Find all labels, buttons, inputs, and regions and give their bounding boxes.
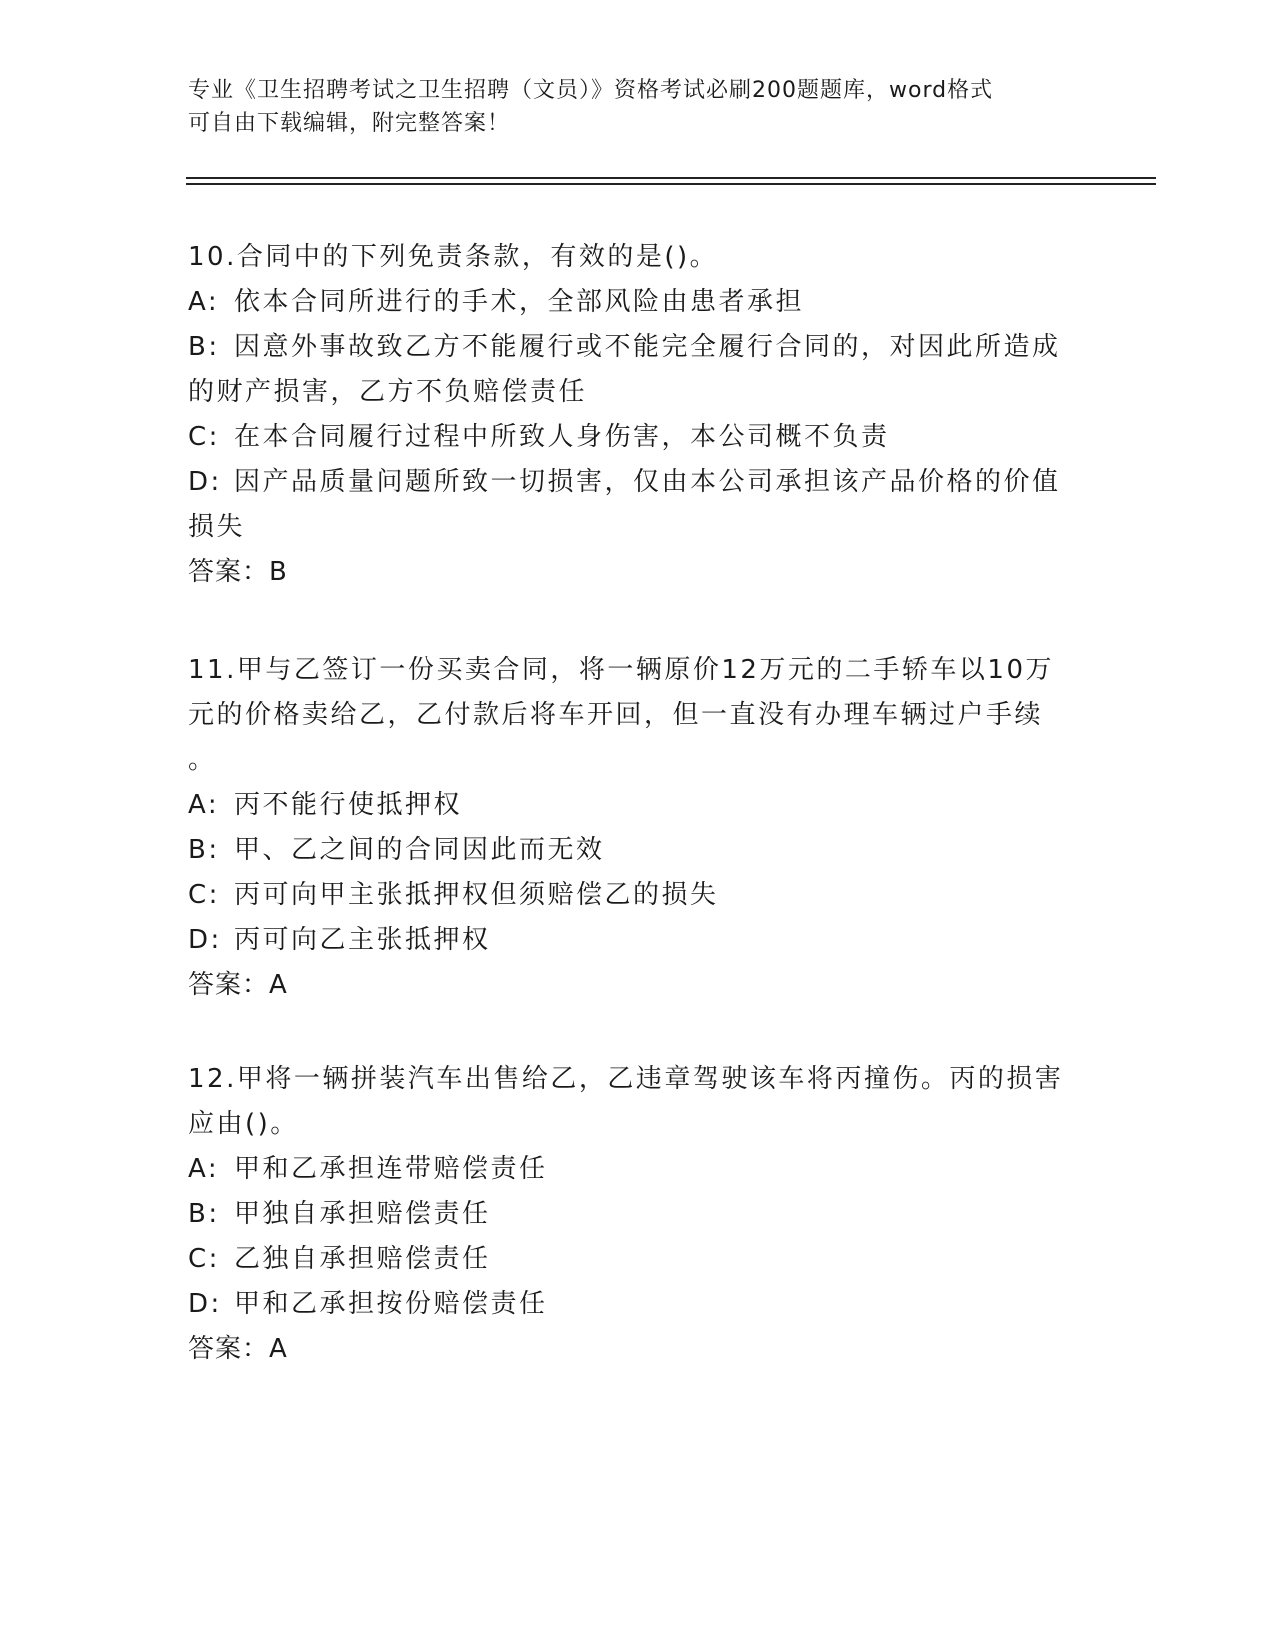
option-text: 甲独自承担赔偿责任 (234, 1199, 491, 1229)
option-key: D: (188, 467, 222, 497)
answer-label: 答案：A (188, 970, 288, 1000)
option-key: A: (188, 790, 220, 820)
option-c (188, 415, 1088, 460)
option-d (188, 1282, 1088, 1327)
option-b (188, 325, 1088, 415)
question-stem-continued: 应由()。 (188, 1109, 299, 1139)
option-d (188, 460, 1088, 550)
option-text: 在本合同履行过程中所致人身伤害，本公司概不负责 (234, 422, 890, 452)
option-key: B: (188, 835, 220, 865)
option-key: D: (188, 1289, 222, 1319)
option-a (188, 1147, 1088, 1192)
answer-label: 答案：A (188, 1334, 288, 1364)
header-divider-bottom (186, 183, 1156, 185)
option-text: 甲和乙承担按份赔偿责任 (234, 1289, 548, 1319)
option-c (188, 1237, 1088, 1282)
question-stem: 12.甲将一辆拼装汽车出售给乙，乙违章驾驶该车将丙撞伤。丙的损害 (188, 1064, 1064, 1094)
option-key: B: (188, 332, 220, 362)
header-title-line-2: 可自由下载编辑，附完整答案！ (188, 111, 511, 136)
option-key: C: (188, 422, 220, 452)
option-text-continued: 损失 (188, 512, 246, 542)
option-d (188, 918, 1088, 963)
answer-label: 答案：B (188, 557, 288, 587)
question-10 (188, 235, 1088, 595)
option-text: 丙可向乙主张抵押权 (234, 925, 491, 955)
option-key: D: (188, 925, 222, 955)
option-a (188, 783, 1088, 828)
option-b (188, 828, 1088, 873)
option-b (188, 1192, 1088, 1237)
option-key: C: (188, 880, 220, 910)
option-text: 甲和乙承担连带赔偿责任 (234, 1154, 548, 1184)
option-text: 丙可向甲主张抵押权但须赔偿乙的损失 (234, 880, 719, 910)
question-12 (188, 1057, 1088, 1372)
question-11 (188, 648, 1088, 1008)
option-a (188, 280, 1088, 325)
option-text: 乙独自承担赔偿责任 (234, 1244, 491, 1274)
option-text: 丙不能行使抵押权 (234, 790, 463, 820)
option-key: B: (188, 1199, 220, 1229)
option-key: A: (188, 1154, 220, 1184)
option-text: 依本合同所进行的手术，全部风险由患者承担 (234, 287, 805, 317)
option-text: 因产品质量问题所致一切损害，仅由本公司承担该产品价格的价值 (234, 467, 1061, 497)
header-divider-top (186, 177, 1156, 179)
option-text-continued: 的财产损害，乙方不负赔偿责任 (188, 377, 588, 407)
document-header (188, 74, 1078, 140)
option-text: 甲、乙之间的合同因此而无效 (234, 835, 605, 865)
option-c (188, 873, 1088, 918)
option-text: 因意外事故致乙方不能履行或不能完全履行合同的，对因此所造成 (234, 332, 1061, 362)
question-stem: 10.合同中的下列免责条款，有效的是()。 (188, 242, 719, 272)
question-stem: 11.甲与乙签订一份买卖合同，将一辆原价12万元的二手轿车以10万 (188, 655, 1055, 685)
option-key: A: (188, 287, 220, 317)
header-title-line-1: 专业《卫生招聘考试之卫生招聘（文员）》资格考试必刷200题题库，word格式 (188, 78, 994, 103)
option-key: C: (188, 1244, 220, 1274)
question-stem-continued: 元的价格卖给乙，乙付款后将车开回，但一直没有办理车辆过户手续 (188, 700, 1044, 730)
question-stem-continued: 。 (188, 745, 217, 775)
